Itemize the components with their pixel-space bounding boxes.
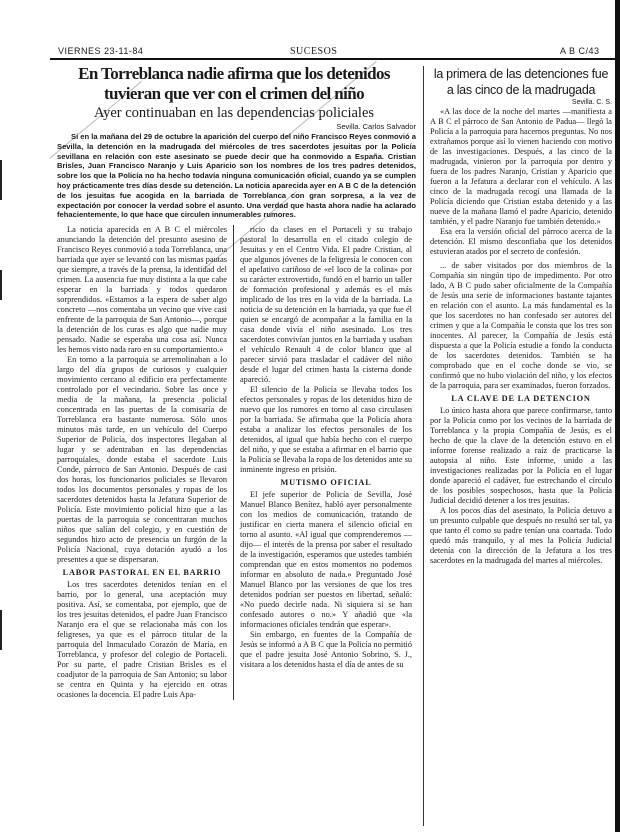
paragraph: A los pocos días del asesinato, la Policía detuvo a un presunto culpable que después no resultó ser tal, ya que tanto él como su padre tenían una coartada. Todo quedó más tranquilo, y al mes la Policía Judicial detenía con la dirección de la Jefatura a los tres sacerdotes en la madrugada del martes al miércoles.: [430, 506, 612, 565]
subheading: MUTISMO OFICIAL: [280, 478, 372, 488]
scan-edge-mark: [0, 270, 2, 300]
scan-edge-mark: [0, 610, 2, 650]
sidebar-article: [430, 66, 612, 566]
paragraph: Sin embargo, en fuentes de la Compañía de Jesús se informó a A B C que la Policía no permitió que el padre jesuita José Antonio Sobrino, S. J., visitara a los detenidos hasta el día de antes de su: [240, 630, 412, 670]
paragraph: Lo único hasta ahora que parece confirmarse, tanto por la Policía como por los vecinos de la barriada de Torreblanca y la propia Compañía de Jesús, es el hecho de que la clave de la detención estuvo en el informe forense realizado a raíz de practicarse la autopsia al niño. Este informe, unido a las investigaciones realizadas por la Policía en el lugar donde apareció el cadáver, fue estrechando el círculo de los posibles sospechosos, hasta que la Policía Judicial decidió detener a los tres jesuitas.: [430, 406, 612, 505]
paragraph: Esa era la versión oficial del párroco acerca de la detención. El mismo desconfiaba que los detenidos estuvieran atados por el secreto de confesión.: [430, 227, 612, 256]
sidebar-byline: Sevilla. C. S.: [571, 99, 612, 106]
paragraph: El silencio de la Policía se llevaba todos los efectos personales y ropas de los detenidos hizo de nuevo que los rumores en torno al caso circulasen por la barriada. Se afirmaba que la Policía ahora estaba a analizar los efectos personales de los detenidos, al igual que había hecho con el cuerpo del niño, y que se estaba a afirmar en el barrio que la Policía se llevaba la ropa de los detenidos ante su inminente ingreso en prisión.: [240, 385, 412, 475]
subheading: LABOR PASTORAL EN EL BARRIO: [62, 568, 222, 578]
article-headline: En Torreblanca nadie afirma que los detenidos tuvieran que ver con el crimen del niño: [78, 64, 390, 103]
article-body: [52, 225, 416, 700]
paragraph: «A las doce de la noche del martes —manifiesta a A B C el párroco de San Antonio de Padua— llegó la Policía a la parroquia para hacernos preguntas. No nos extrañamos porque así lo vienen haciendo con motivo de las investigaciones. Después, a las cinco de la madrugada, vinieron por la parroquia por dentro y fuera de los padres Naranjo, Cristian y Aparicio que fueron a la Jefatura a declarar con el vehículo. A las cinco de la madrugada recogí una llamada de la Policía diciendo que Cristian estaba detenido y a las nueve de la mañana llamó el padre Aparicio, detenido también, y el padre Naranjo fue también detenido.»: [430, 107, 612, 226]
main-article: [52, 64, 416, 700]
column-2: [234, 225, 412, 700]
sidebar-headline: la primera de las detenciones fue a las cinco de la madrugada: [433, 67, 609, 97]
page-number: A B C/43: [560, 46, 600, 56]
subheading: LA CLAVE DE LA DETENCION: [451, 394, 591, 403]
paragraph: En torno a la parroquia se arremolinaban a lo largo del día grupos de curiosos y cualquier movimiento cercano al edificio era perfectamente controlado por el vecindario. Sobre las once y media de la mañana, la presencia policial concentrada en las puertas de la comisaría de Torreblanca era bastante numerosa. Sólo unos minutos más tarde, en un vehículo del Cuerpo Superior de Policía, dos inspectores llegaban al lugar y se adentraban en las dependencias parroquiales, donde estaba el sacerdote Luis Conde, párroco de San Antonio. Después de casi dos horas, los funcionarios policiales se llevaron todos los documentos personales y ropas de los sacerdotes detenidos hasta la Jefatura Superior de Policía. Este movimiento policial hizo que a las puertas de la parroquia se concentraran muchos niños que salían del colegio, y en cuestión de segundos hizo acto de presencia un furgón de la Policía Nacional, cuya dotación ayudó a los presentes a que se dispersaran.: [57, 355, 227, 565]
section-title: SUCESOS: [290, 46, 338, 57]
paragraph: ricio da clases en el Portaceli y su trabajo pastoral lo desarrolla en el citado colegio de Jesuitas y en el Centro Vida. El padre Cristian, al que algunos jóvenes de la feligresía le conocen con el apelativo cariñoso de «el loco de la colina» por su carácter extrovertido, fundó en el barrio un taller de formación profesional y además es el más implicado de los tres en la vida de la barriada. La noticia de su detención en la barriada, ya que fue él quien se encargó de acompañar a la familia en la casa donde vivía el niño asesinado. Los tres sacerdotes convivían juntos en la barriada y usaban el vehículo Renault 4 de color blanco que al parecer sirvió para trasladar el cadáver del niño desde el lugar del crimen hasta la cisterna donde apareció.: [240, 225, 412, 385]
paragraph: ... de saber visitados por dos miembros de la Compañía sin ningún tipo de impedimento. Por otro lado, A B C pudo saber oficialmente de la Compañía de Jesús una serie de informaciones bastante tajantes en relación con el asunto. La más fundamental es la que los sacerdotes no han confesado ser autores del crimen y que a la Compañía le consta que los tres son inocentes. Al parecer, la Compañía de Jesús está dispuesta a que la Policía estudie a fondo la conducta de los sacerdotes detenidos. También se ha comprobado que en el coche donde se vio, se confirmó que no hubo violación del niño, y los efectos de la parroquia, para ser examinados, fueron forzados.: [430, 261, 612, 390]
article-deck: Ayer continuaban en las dependencias policiales: [93, 105, 375, 121]
column-divider: [423, 66, 424, 826]
paragraph: Los tres sacerdotes detenidos tenían en el barrio, por lo general, una aceptación muy positiva. Así, se comentaba, por ejemplo, que de los tres jesuitas detenidos, el padre Juan Francisco Naranjo era el que se relacionaba más con los feligreses, ya que es el párroco titular de la parroquia del Inmaculado Corazón de María, en Torreblanca, y profesor del colegio de Portaceli. Por su parte, el padre Cristian Brisles es el coadjutor de la parroquia de San Antonio; su labor se centra en Quinta y ha ejercido en otras ocasiones la docencia. El padre Luis Apa-: [57, 580, 227, 700]
paragraph: La noticia aparecida en A B C el miércoles anunciando la detención del presunto asesino de Francisco Reyes conmovió a toda Torreblanca, una barriada que ayer se levantó con las mismas pautas que siempre, a través de la prensa, la identidad del crimen. La ausencia fue muy distinta a la que cabe esperar en la barriada y todos quedaron sorprendidos. «Estamos a la espera de saber algo concreto —nos comentaba un vecino que vive casi enfrente de la parroquia de San Antonio—, porque la detención de los curas es algo que nadie muy pensado. Nadie se esperaba una cosa así. Nunca les hemos visto nada raro en su comportamiento.»: [57, 225, 227, 355]
article-byline: Sevilla. Carlos Salvador: [336, 122, 416, 131]
article-lead: Si en la mañana del 29 de octubre la aparición del cuerpo del niño Francisco Reyes conmovió a Sevilla, la detención en la madrugada del miércoles de tres sacerdotes jesuitas por la Policía sevillana en relación con este asesinato se puede decir que ha conmovido a España. Cristian Brisles, Juan Francisco Naranjo y Luis Aparicio son los nombres de los tres padres detenidos, sobre los que la Policía no ha hecho todavía ninguna comunicación oficial, cuando ya se cumplen hoy prácticamente tres días desde su detención. La noticia aparecida ayer en A B C de la detención de los jesuitas fue acogida en la barriada de Torreblanca con gran sorpresa, a la vez de expectación por conocer la verdad sobre el asunto. Una verdad que hasta ahora nadie ha aclarado fehacientemente, lo que hace que circulen innumerables rumores.: [57, 132, 416, 220]
scan-edge: [615, 0, 620, 832]
column-1: [57, 225, 234, 700]
header-rule: [50, 58, 615, 60]
scan-edge-mark: [0, 160, 2, 200]
issue-date: VIERNES 23-11-84: [58, 46, 144, 56]
paragraph: El jefe superior de Policía de Sevilla, José Manuel Blanco Benítez, habló ayer personalmente con los medios de comunicación, tratando de justificar en cierta manera el silencio oficial en torno al asunto. «Al igual que comprenderemos —dijo— el interés de la prensa por saber el resultado de la investigación, esperamos que ustedes también comprendan que en estos momentos no podemos informar en absoluto de nada.» Preguntado José Manuel Blanco por las versiones de que los tres detenidos podrían ser puestos en libertad, señaló: «No puedo decirle nada. Ni siquiera si se han confesado autores o no.» Y añadió que «la informaciones oficiales tendrán que esperar».: [240, 490, 412, 630]
column-3: [430, 107, 612, 566]
